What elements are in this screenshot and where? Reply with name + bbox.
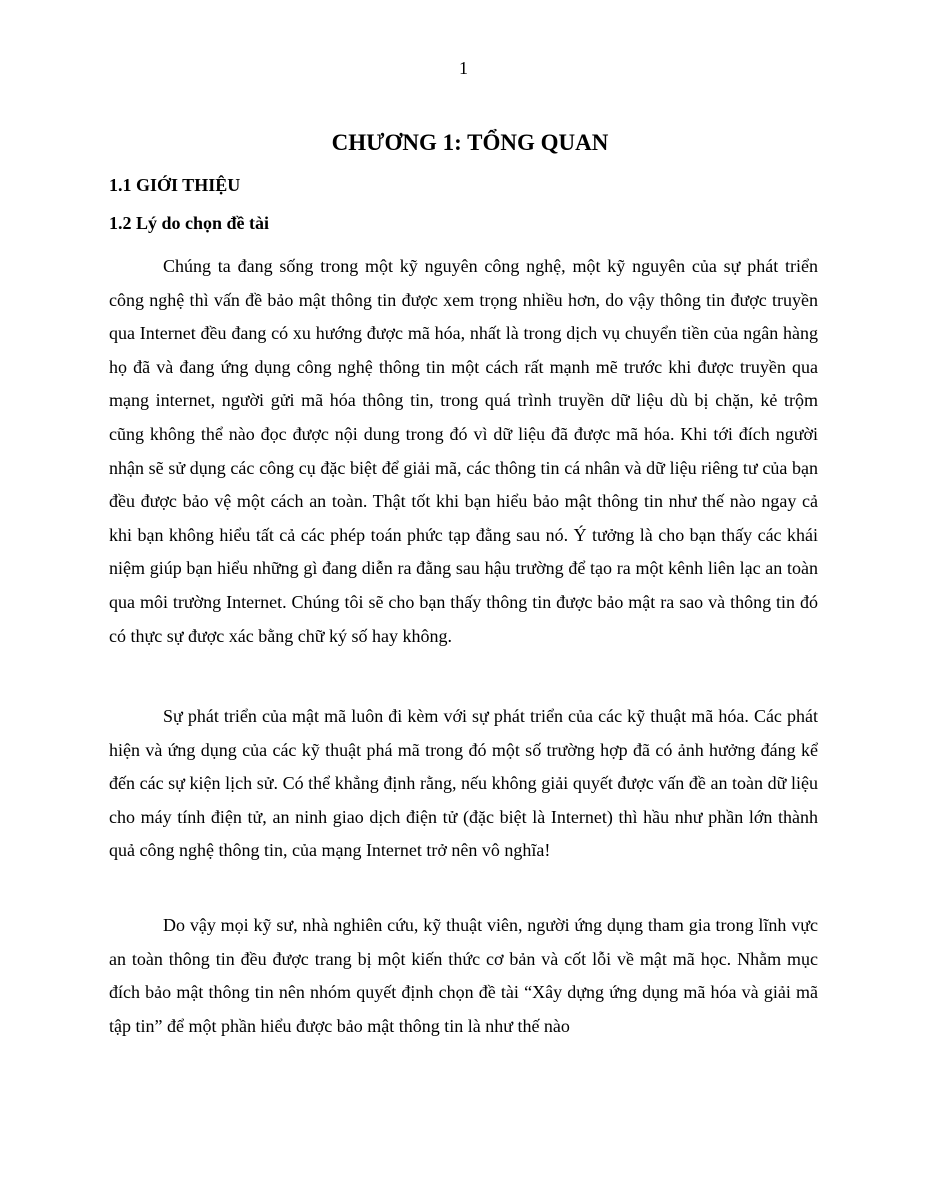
page-number: 1 xyxy=(459,58,468,78)
body-paragraph: Do vậy mọi kỹ sư, nhà nghiên cứu, kỹ thuật viên, người ứng dụng tham gia trong lĩnh vực an toàn thông tin đều được trang bị một kiến thức cơ bản và cốt lỗi về mật mã học. Nhằm mục đích bảo mật thông tin nên nhóm quyết định chọn đề tài “Xây dựng ứng dụng mã hóa và giải mã tập tin” để một phần hiểu được bảo mật thông tin là như thế nào xyxy=(109,915,818,1036)
section-heading-reason: 1.2 Lý do chọn đề tài xyxy=(109,213,270,233)
section-heading-introduction: 1.1 GIỚI THIỆU xyxy=(109,175,241,195)
body-paragraph: Chúng ta đang sống trong một kỹ nguyên công nghệ, một kỹ nguyên của sự phát triển công nghệ thì vấn đề bảo mật thông tin được xem trọng nhiều hơn, do vậy thông tin được truyền qua Internet đều đang có xu hướng được mã hóa, nhất là trong dịch vụ chuyển tiền của ngân hàng họ đã và đang ứng dụng công nghệ thông tin một cách rất mạnh mẽ trước khi được truyền qua mạng internet, người gửi mã hóa thông tin, trong quá trình truyền dữ liệu dù bị chặn, kẻ trộm cũng không thể nào đọc được nội dung trong đó vì dữ liệu đã được mã hóa. Khi tới đích người nhận sẽ sử dụng các công cụ đặc biệt để giải mã, các thông tin cá nhân và dữ liệu riêng tư của bạn đều được bảo vệ một cách an toàn. Thật tốt khi bạn hiểu bảo mật thông tin như thế nào ngay cả khi bạn không hiểu tất cả các phép toán phức tạp đằng sau nó. Ý tưởng là cho bạn thấy các khái niệm giúp bạn hiểu những gì đang diễn ra đằng sau hậu trường để tạo ra một kênh liên lạc an toàn qua môi trường Internet. Chúng tôi sẽ cho bạn thấy thông tin được bảo mật ra sao và thông tin đó có thực sự được xác bằng chữ ký số hay không. xyxy=(109,256,818,646)
body-paragraph: Sự phát triển của mật mã luôn đi kèm với sự phát triển của các kỹ thuật mã hóa. Các phát hiện và ứng dụng của các kỹ thuật phá mã trong đó một số trường hợp đã có ảnh hưởng đáng kể đến các sự kiện lịch sử. Có thể khẳng định rằng, nếu không giải quyết được vấn đề an toàn dữ liệu cho máy tính điện tử, an ninh giao dịch điện tử (đặc biệt là Internet) thì hầu như phần lớn thành quả công nghệ thông tin, của mạng Internet trở nên vô nghĩa! xyxy=(109,706,818,861)
chapter-title: CHƯƠNG 1: TỔNG QUAN xyxy=(331,130,609,155)
